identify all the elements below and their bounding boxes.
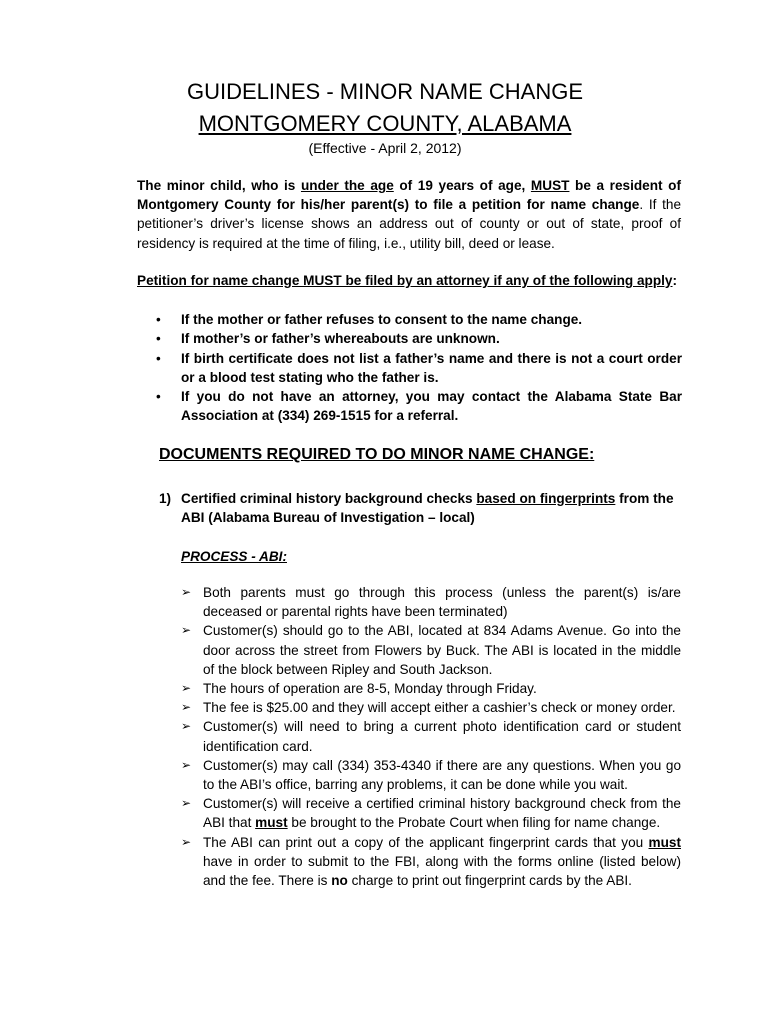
arrow-bullet-icon: ➢ bbox=[181, 585, 192, 599]
documents-required-heading: DOCUMENTS REQUIRED TO DO MINOR NAME CHANGE: bbox=[159, 446, 595, 463]
list-item: • If you do not have an attorney, you may contact the Alabama State Bar Association at (334) 269-1515 for a referral. bbox=[156, 389, 682, 424]
process-heading: PROCESS - ABI: bbox=[181, 549, 287, 564]
list-item: ➢ The fee is $25.00 and they will accept either a cashier’s check or money order. bbox=[181, 698, 681, 717]
list-item: ➢ Customer(s) may call (334) 353-4340 if there are any questions. When you go to the ABI’s office, barring any problems, it can be done while you wait. bbox=[181, 757, 681, 793]
list-item: ➢ Customer(s) will need to bring a current photo identification card or student identification card. bbox=[181, 719, 681, 754]
arrow-bullet-icon: ➢ bbox=[181, 623, 192, 638]
list-item: • If mother’s or father’s whereabouts are unknown. bbox=[154, 329, 682, 348]
arrow-bullet-icon: ➢ bbox=[181, 834, 192, 849]
bullet-icon: • bbox=[156, 350, 161, 366]
item-number: 1) bbox=[159, 491, 172, 506]
list-item: • If the mother or father refuses to consent to the name change. bbox=[154, 310, 682, 329]
intro-paragraph: The minor child, who is under the age of 19 years of age, MUST be a resident of Montgomery County for his/her parent(s) to file a petition for name change. If the petitioner’s driver’s license shows an address out of county or out of state, proof of residency is required at the time of filing, i.e., utility bill, deed or lease. bbox=[137, 178, 682, 251]
arrow-bullet-icon: ➢ bbox=[181, 796, 192, 811]
requirement-item-1: 1) Certified criminal history background checks based on fingerprints from the ABI (Alabama Bureau of Investigation – local) bbox=[159, 491, 674, 526]
document-title: GUIDELINES - MINOR NAME CHANGE bbox=[186, 79, 584, 104]
bullet-icon: • bbox=[156, 312, 161, 327]
arrow-bullet-icon: ➢ bbox=[181, 700, 192, 715]
bullet-icon: • bbox=[156, 389, 161, 405]
list-item: ➢ Customer(s) should go to the ABI, located at 834 Adams Avenue. Go into the door across the street from Flowers by Buck. The ABI is located in the middle of the block between Ripley and South Jackson. bbox=[181, 623, 681, 677]
list-item: ➢ Customer(s) will receive a certified criminal history background check from the ABI that must be brought to the Probate Court when filing for name change. bbox=[181, 796, 681, 831]
bullet-icon: • bbox=[156, 331, 161, 347]
document-subtitle: MONTGOMERY COUNTY, ALABAMA bbox=[198, 111, 572, 136]
list-item: ➢ Both parents must go through this process (unless the parent(s) is/are deceased or parental rights have been terminated) bbox=[181, 585, 681, 620]
attorney-requirement-heading: Petition for name change MUST be filed by an attorney if any of the following apply: bbox=[137, 273, 678, 288]
list-item: ➢ The hours of operation are 8-5, Monday through Friday. bbox=[181, 679, 681, 698]
list-item: ➢ The ABI can print out a copy of the applicant fingerprint cards that you must have in order to submit to the FBI, along with the forms online (listed below) and the fee. There is no charge to print out fingerprint cards by the ABI. bbox=[181, 834, 681, 889]
arrow-bullet-icon: ➢ bbox=[181, 757, 192, 772]
process-steps-list bbox=[181, 583, 681, 890]
arrow-bullet-icon: ➢ bbox=[181, 719, 192, 734]
arrow-bullet-icon: ➢ bbox=[181, 681, 192, 696]
effective-date: (Effective - April 2, 2012) bbox=[308, 140, 462, 156]
attorney-conditions-list bbox=[154, 310, 682, 426]
list-item: • If birth certificate does not list a father’s name and there is not a court order or a blood test stating who the father is. bbox=[156, 350, 682, 385]
